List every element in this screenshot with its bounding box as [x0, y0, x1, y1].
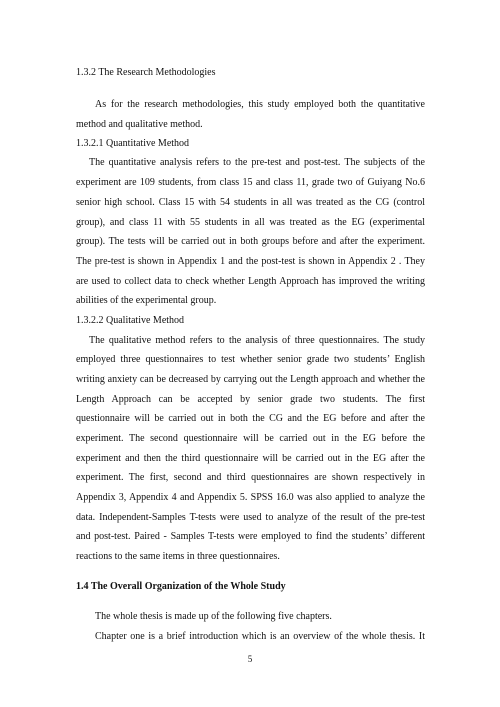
paragraph-line: Length Approach can be accepted by senior grade two students. The first: [76, 394, 425, 405]
paragraph-line: reactions to the same items in three questionnaires.: [76, 551, 280, 562]
paragraph-line: As for the research methodologies, this study employed both the quantitative: [95, 99, 425, 110]
paragraph-line: The whole thesis is made up of the following five chapters.: [95, 611, 332, 622]
paragraph-line: abilities of the experimental group.: [76, 295, 217, 306]
paragraph-line: method and qualitative method.: [76, 119, 203, 130]
paragraph-line: employed three questionnaires to test whether senior grade two students’ English: [76, 354, 425, 365]
section-heading-1-3-2-1: 1.3.2.1 Quantitative Method: [76, 138, 190, 149]
page-number: 5: [247, 654, 253, 664]
paragraph-line: experiment. The first, second and third questionnaires are shown respectively in: [76, 472, 425, 483]
paragraph-line: experiment. The second questionnaire will be carried out in the EG before the: [76, 433, 425, 444]
paragraph-line: senior high school. Class 15 with 54 students in all was treated as the CG (control: [76, 197, 425, 208]
paragraph-line: experiment and then the third questionnaire will be carried out in the EG after the: [76, 453, 425, 464]
paragraph-line: Appendix 3, Appendix 4 and Appendix 5. SPSS 16.0 was also applied to analyze the: [76, 492, 425, 503]
paragraph-line: are used to collect data to check whether Length Approach has improved the writing: [76, 276, 425, 287]
section-heading-1-4: 1.4 The Overall Organization of the Whole Study: [76, 581, 286, 592]
section-heading-1-3-2: 1.3.2 The Research Methodologies: [76, 67, 216, 78]
paragraph-line: group). The tests will be carried out in both groups before and after the experiment.: [76, 236, 425, 247]
paragraph-line: group), and class 11 with 55 students in all was treated as the EG (experimental: [76, 217, 425, 228]
paragraph-line: Chapter one is a brief introduction which is an overview of the whole thesis. It: [95, 631, 425, 642]
paragraph-line: and post-test. Paired - Samples T-tests were employed to find the students’ different: [76, 531, 425, 542]
paragraph-line: The qualitative method refers to the analysis of three questionnaires. The study: [89, 335, 425, 346]
paragraph-line: writing anxiety can be decreased by carrying out the Length approach and whether the: [76, 374, 425, 385]
paragraph-line: data. Independent-Samples T-tests were used to analyze of the result of the pre-test: [76, 512, 425, 523]
section-heading-1-3-2-2: 1.3.2.2 Qualitative Method: [76, 315, 185, 326]
paragraph-line: The quantitative analysis refers to the pre-test and post-test. The subjects of the: [89, 157, 425, 168]
paragraph-line: questionnaire will be carried out in both the CG and the EG before and after the: [76, 413, 425, 424]
paragraph-line: experiment are 109 students, from class 15 and class 11, grade two of Guiyang No.6: [76, 177, 425, 188]
paragraph-line: The pre-test is shown in Appendix 1 and the post-test is shown in Appendix 2 . They: [76, 256, 425, 267]
